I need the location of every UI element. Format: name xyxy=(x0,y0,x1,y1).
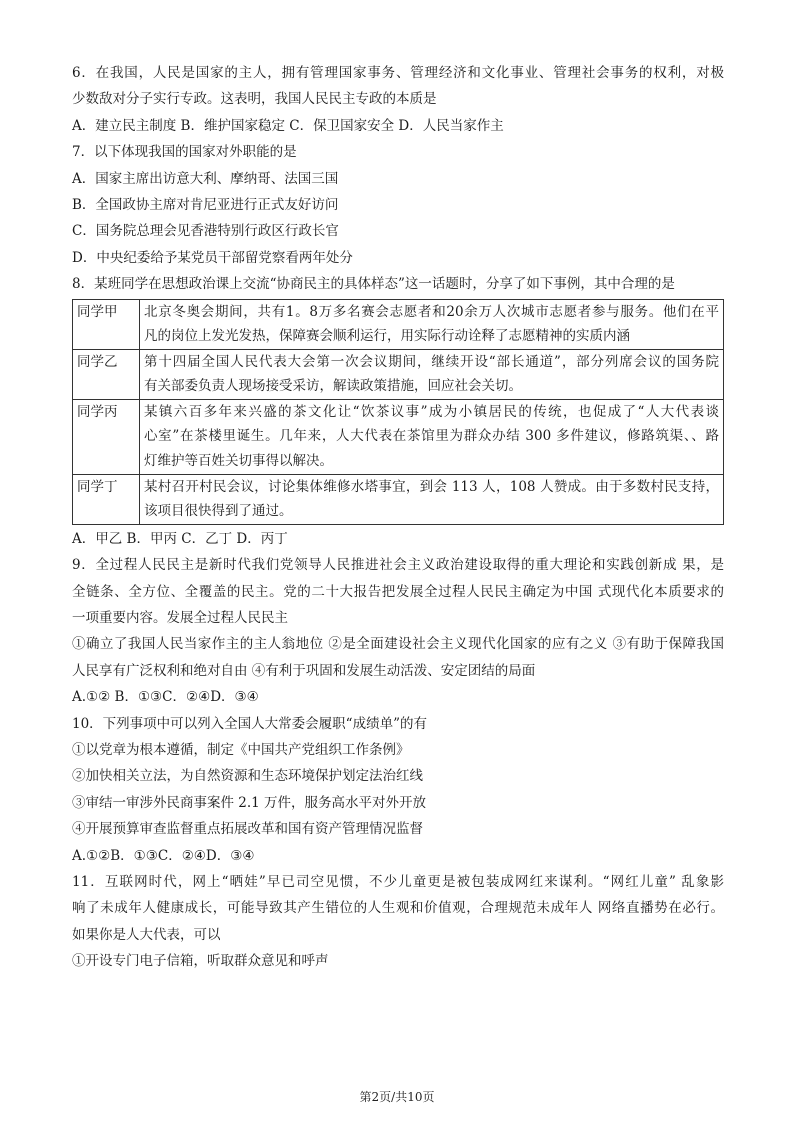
q7-option-b: B．全国政协主席对肯尼亚进行正式友好访问 xyxy=(72,196,339,213)
page-content xyxy=(72,60,724,975)
example-line: 凡的岗位上发光发热，保障赛会顺利运行，用实际行动诠释了志愿精神的实质内涵 xyxy=(144,328,630,345)
example-line: 有关部委负责人现场接受采访，解读政策措施，回应社会关切。 xyxy=(144,378,522,395)
q9-line: ①确立了我国人民当家作主的主人翁地位 ②是全面建设社会主义现代化国家的应有之义 ③有助于保障我国 xyxy=(72,636,724,653)
example-line: 北京冬奥会期间，共有1。8万多名赛会志愿者和20余万人次城市志愿者参与服务。他们在平 xyxy=(144,303,719,320)
example-line: 该项目很快得到了通过。 xyxy=(144,503,293,520)
student-name: 同学丁 xyxy=(73,474,140,524)
example-line: 某村召开村民会议，讨论集体维修水塔事宜，到会 113 人，108 人赞成。由于多数村民支持， xyxy=(144,478,719,495)
student-name: 同学丙 xyxy=(73,399,140,474)
q8-table xyxy=(72,299,724,525)
q10-item: ③审结一审涉外民商事案件 2.1 万件，服务高水平对外开放 xyxy=(72,794,427,811)
q8-options: A．甲乙 B．甲丙 C．乙丁 D．丙丁 xyxy=(72,530,288,547)
question-6 xyxy=(72,60,724,139)
example-line: 灯维护等百姓关切事得以解决。 xyxy=(144,453,333,470)
q6-options: A．建立民主制度 B．维护国家稳定 C．保卫国家安全 D．人民当家作主 xyxy=(72,117,504,134)
table-row xyxy=(73,474,724,524)
q9-options: A.①② B．①③C．②④D．③④ xyxy=(72,689,259,706)
q6-line: 少数敌对分子实行专政。这表明，我国人民民主专政的本质是 xyxy=(72,91,437,108)
q10-stem: 10．下列事项中可以列入全国人大常委会履职“成绩单”的有 xyxy=(72,715,427,732)
student-example xyxy=(140,474,724,524)
q9-line: 人民享有广泛权利和绝对自由 ④有利于巩固和发展生动活泼、安定团结的局面 xyxy=(72,662,536,679)
table-row xyxy=(73,349,724,399)
example-line: 心室”在茶楼里诞生。几年来，人大代表在茶馆里为群众办结 300 多件建议，修路筑渠、、路 xyxy=(144,428,719,445)
q7-option-a: A．国家主席出访意大利、摩纳哥、法国三国 xyxy=(72,170,339,187)
q10-item: ④开展预算审查监督重点拓展改革和国有资产管理情况监督 xyxy=(72,821,423,838)
q9-line: 一项重要内容。发展全过程人民民主 xyxy=(72,610,288,627)
q11-item: ①开设专门电子信箱，听取群众意见和呼声 xyxy=(72,953,329,970)
q7-stem: 7．以下体现我国的国家对外职能的是 xyxy=(72,144,297,161)
q11-line: 响了未成年人健康成长，可能导致其产生错位的人生观和价值观，合理规范未成年人 网络直播势在必行。 xyxy=(72,900,724,917)
q6-line: 6．在我国，人民是国家的主人，拥有管理国家事务、管理经济和文化事业、管理社会事务的权利，对极 xyxy=(72,65,724,81)
q11-line: 11．互联网时代，网上“晒娃”早已司空见惯，不少儿童更是被包装成网红来谋利。“网红儿童” 乱象影 xyxy=(72,873,724,890)
student-name: 同学甲 xyxy=(73,299,140,349)
question-8 xyxy=(72,271,724,552)
example-line: 某镇六百多年来兴盛的茶文化让“饮茶议事”成为小镇居民的传统，也促成了“人大代表谈 xyxy=(144,403,719,420)
q10-options: A.①②B．①③C．②④D．③④ xyxy=(72,847,255,864)
student-example xyxy=(140,399,724,474)
q8-stem: 8．某班同学在思想政治课上交流“协商民主的具体样态”这一话题时，分享了如下事例，其中合理的是 xyxy=(72,276,675,293)
q11-line: 如果你是人大代表，可以 xyxy=(72,926,221,943)
student-example xyxy=(140,349,724,399)
q9-line: 9．全过程人民民主是新时代我们党领导人民推进社会主义政治建设取得的重大理论和实践创新成 果，是 xyxy=(72,557,724,574)
example-line: 第十四届全国人民代表大会第一次会议期间，继续开设“部长通道”，部分列席会议的国务院 xyxy=(144,353,719,370)
question-11 xyxy=(72,869,724,975)
student-example xyxy=(140,299,724,349)
table-row xyxy=(73,299,724,349)
q7-option-d: D．中央纪委给予某党员干部留党察看两年处分 xyxy=(72,249,353,266)
q9-line: 全链条、全方位、全覆盖的民主。党的二十大报告把发展全过程人民民主确定为中国 式现代化本质要求的 xyxy=(72,583,724,600)
q10-item: ①以党章为根本遵循，制定《中国共产党组织工作条例》 xyxy=(72,741,410,758)
question-9 xyxy=(72,552,724,710)
table-row xyxy=(73,399,724,474)
question-7 xyxy=(72,139,724,271)
question-10 xyxy=(72,711,724,869)
q10-item: ②加快相关立法，为自然资源和生态环境保护划定法治红线 xyxy=(72,768,423,785)
q7-option-c: C．国务院总理会见香港特别行政区行政长官 xyxy=(72,223,339,240)
page-number: 第2页/共10页 xyxy=(359,1090,435,1104)
student-name: 同学乙 xyxy=(73,349,140,399)
